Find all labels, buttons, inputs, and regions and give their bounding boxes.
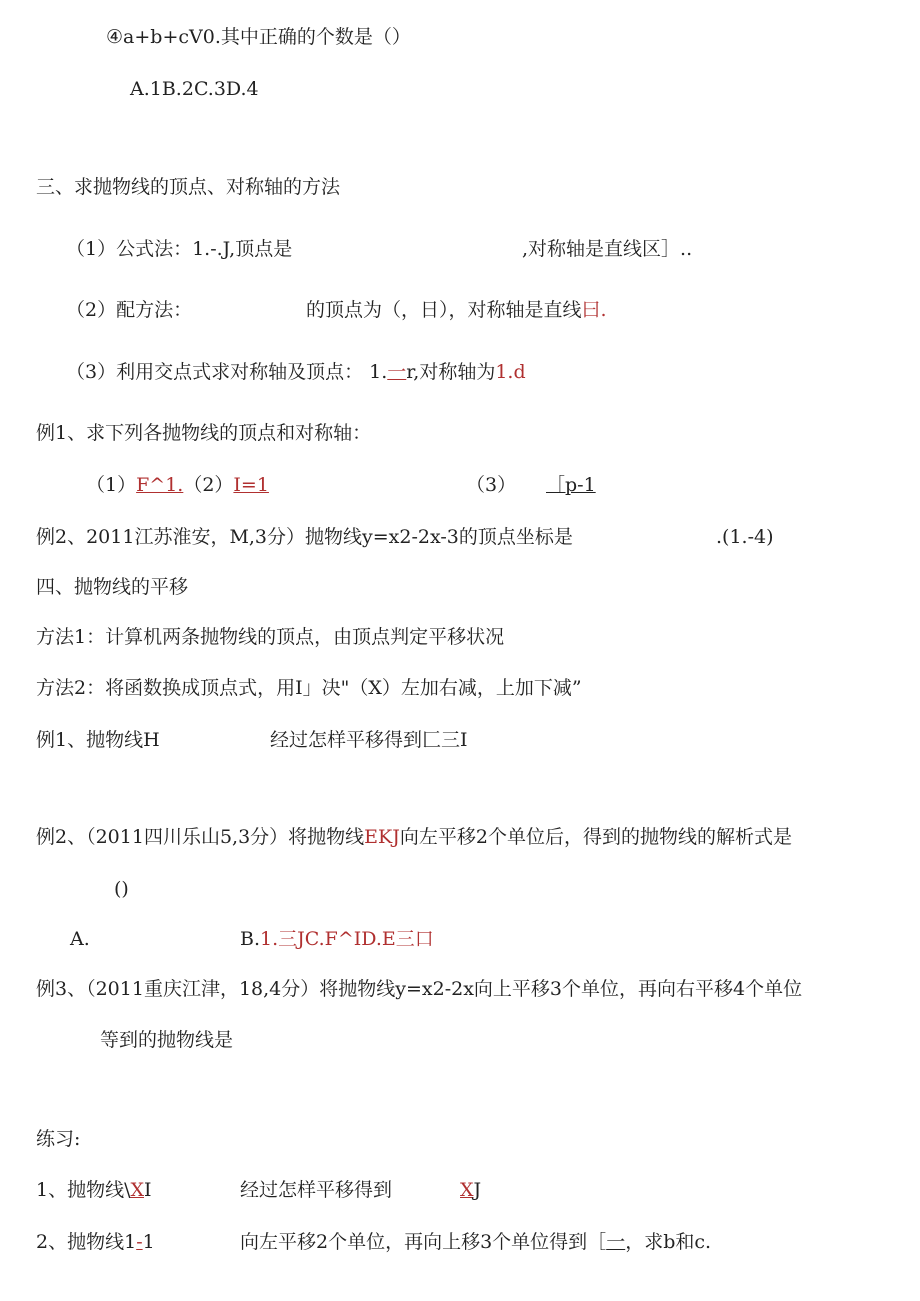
shift-example-2-paren: ()	[114, 878, 129, 900]
method-2-text: （2）配方法：	[66, 299, 193, 321]
practice-title: 练习:	[36, 1128, 81, 1150]
q2-text-b: 1	[142, 1231, 155, 1253]
option-b-red: 1.三JC.F^ID.E三口	[260, 928, 434, 950]
q2-underline: 一	[606, 1231, 626, 1253]
method-3	[66, 359, 526, 385]
q2-question-end: ，求b和c.	[625, 1231, 712, 1253]
shift-example-3: 例3、（2011重庆江津，18,4分）将抛物线y=x2-2x向上平移3个单位，再向右平移4个单位	[36, 978, 803, 1000]
text-line: ④a+b+cV0.其中正确的个数是（）	[106, 26, 411, 48]
method-2-red: 曰.	[581, 299, 607, 321]
q1-target-text: J	[473, 1179, 482, 1201]
method-3-red2: 1.d	[495, 361, 526, 383]
q1-text-b: I	[144, 1179, 152, 1201]
item-2-label: （2）	[183, 474, 234, 496]
shift-example-1-question-text: 经过怎样平移得到	[270, 729, 423, 751]
example-1-item-3-formula: ［p-1	[546, 474, 596, 496]
method-2-vertex-text: 的顶点为（，日），对称轴是直线	[306, 299, 582, 321]
method-3-red: 一	[387, 361, 407, 383]
option-b-group	[240, 926, 434, 952]
method-2-vertex	[306, 297, 607, 323]
method-1-axis: ,对称轴是直线区］..	[522, 238, 693, 260]
q1-text-a: 1、抛物线\	[36, 1179, 131, 1201]
shift-example-1-question	[270, 727, 468, 753]
q2-question-text: 向左平移2个单位，再向上移3个单位得到［	[240, 1231, 607, 1253]
q1-red: X	[130, 1179, 145, 1201]
method-3-axis: r,对称轴为	[406, 361, 496, 383]
q2-text	[36, 1229, 155, 1255]
example-2-answer: .(1.-4)	[716, 526, 774, 548]
q2-red: -	[136, 1231, 143, 1253]
item-1-label: （1）	[86, 474, 137, 496]
item-2-red: I=1	[233, 474, 269, 496]
example-1-item-1	[86, 472, 269, 498]
shift-example-2-text-2: 向左平移2个单位后，得到的抛物线的解析式是	[399, 826, 792, 848]
method-1-text: （1）公式法：1.-.J,顶点是	[66, 238, 293, 260]
q1-question: 经过怎样平移得到	[240, 1179, 393, 1201]
answer-options: A.1B.2C.3D.4	[130, 78, 259, 100]
q1-target	[460, 1177, 481, 1203]
shift-example-2-red: EKJ	[364, 826, 400, 848]
example-1-title: 例1、求下列各抛物线的顶点和对称轴：	[36, 422, 372, 444]
shift-example-1-formula: 匚三I	[422, 729, 468, 751]
example-2-text: 例2、2011江苏淮安，M,3分）抛物线y=x2-2x-3的顶点坐标是	[36, 526, 573, 548]
example-1-item-3: （3）	[466, 474, 517, 496]
section-title: 三、求抛物线的顶点、对称轴的方法	[36, 176, 341, 198]
method-line: 方法2：将函数换成顶点式，用I」决"（X）左加右减，上加下减”	[36, 677, 582, 699]
section-title: 四、抛物线的平移	[36, 576, 189, 598]
shift-example-1-text: 例1、抛物线H	[36, 729, 160, 751]
q2-question	[240, 1229, 711, 1255]
option-b-label: B.	[240, 928, 261, 950]
item-1-red: F^1.	[136, 474, 184, 496]
shift-example-2-text: 例2、（2011四川乐山5,3分）将抛物线	[36, 826, 365, 848]
method-line: 方法1：计算机两条抛物线的顶点，由顶点判定平移状况	[36, 626, 505, 648]
shift-example-3-cont: 等到的抛物线是	[100, 1029, 234, 1051]
method-3-text: （3）利用交点式求对称轴及顶点： 1.	[66, 361, 388, 383]
shift-example-2	[36, 824, 792, 850]
option-a: A.	[70, 928, 90, 950]
q2-text-a: 2、抛物线1	[36, 1231, 137, 1253]
q1-text	[36, 1177, 152, 1203]
q1-target-red: X	[460, 1179, 474, 1201]
